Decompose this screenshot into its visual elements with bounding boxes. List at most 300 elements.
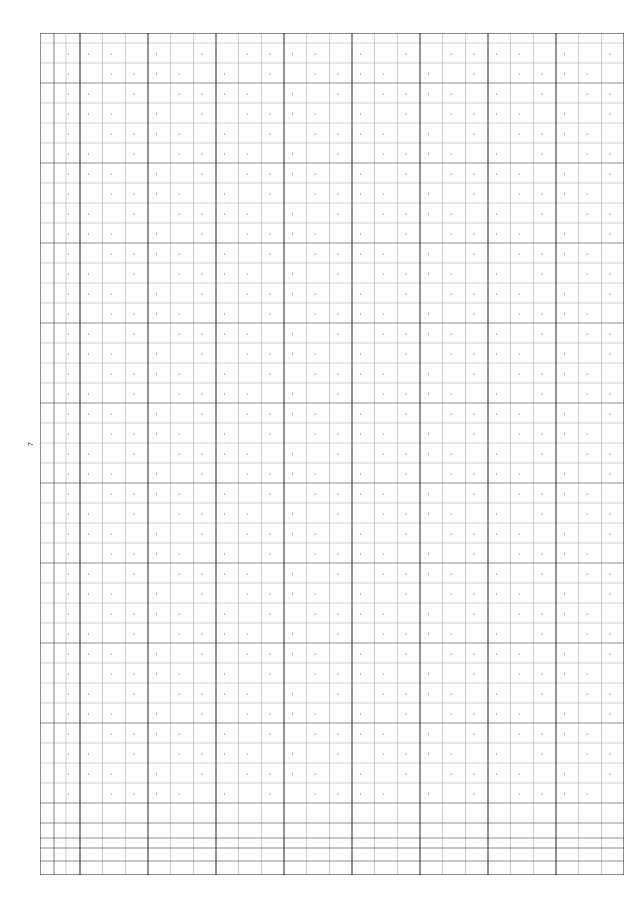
- cell-mark: ▪: [155, 372, 158, 376]
- cell-mark: ▪: [563, 672, 566, 676]
- cell-mark: ▪: [223, 732, 226, 736]
- cell-mark: ▪: [563, 312, 566, 316]
- cell-mark: ▪: [291, 712, 294, 716]
- header-mark: ▪: [68, 392, 70, 396]
- header-mark: ▪: [68, 492, 70, 496]
- cell-mark: ▪: [450, 452, 452, 456]
- cell-mark: ▪: [382, 692, 384, 696]
- cell-mark: ▪: [201, 692, 203, 696]
- cell-mark: ▪: [518, 52, 520, 56]
- cell-mark: ▪: [223, 252, 226, 256]
- cell-mark: ▪: [291, 472, 294, 476]
- cell-mark: ▪: [563, 352, 566, 356]
- cell-mark: ▪: [609, 412, 611, 416]
- cell-mark: ▪: [133, 452, 135, 456]
- cell-mark: ▪: [133, 72, 135, 76]
- cell-mark: ▪: [473, 612, 475, 616]
- cell-mark: ▪: [223, 692, 226, 696]
- cell-mark: ▪: [246, 172, 248, 176]
- cell-mark: ▪: [155, 252, 158, 256]
- cell-mark: ▪: [314, 772, 316, 776]
- cell-mark: ▪: [382, 72, 384, 76]
- cell-mark: ▪: [314, 492, 316, 496]
- cell-mark: ▪: [87, 532, 90, 536]
- cell-mark: ▪: [518, 672, 520, 676]
- cell-mark: ▪: [427, 192, 430, 196]
- cell-mark: ▪: [563, 652, 566, 656]
- cell-mark: ▪: [223, 92, 226, 96]
- header-mark: ▪: [68, 412, 70, 416]
- cell-mark: ▪: [541, 92, 543, 96]
- cell-mark: ▪: [87, 632, 90, 636]
- cell-mark: ▪: [337, 612, 339, 616]
- cell-mark: ▪: [155, 292, 158, 296]
- cell-mark: ▪: [427, 492, 430, 496]
- cell-mark: ▪: [563, 772, 566, 776]
- header-mark: ▪: [68, 612, 70, 616]
- cell-mark: ▪: [133, 612, 135, 616]
- cell-mark: ▪: [473, 412, 475, 416]
- cell-mark: ▪: [359, 532, 362, 536]
- cell-mark: ▪: [337, 272, 339, 276]
- cell-mark: ▪: [495, 452, 498, 456]
- cell-mark: ▪: [427, 512, 430, 516]
- cell-mark: ▪: [223, 72, 226, 76]
- cell-mark: ▪: [201, 232, 203, 236]
- cell-mark: ▪: [246, 392, 248, 396]
- cell-mark: ▪: [359, 552, 362, 556]
- cell-mark: ▪: [201, 512, 203, 516]
- cell-mark: ▪: [382, 512, 384, 516]
- cell-mark: ▪: [337, 572, 339, 576]
- cell-mark: ▪: [269, 72, 271, 76]
- header-mark: ▪: [68, 232, 70, 236]
- cell-mark: ▪: [518, 72, 520, 76]
- cell-mark: ▪: [609, 712, 611, 716]
- cell-mark: ▪: [495, 772, 498, 776]
- header-mark: ▪: [68, 432, 70, 436]
- cell-mark: ▪: [155, 672, 158, 676]
- cell-mark: ▪: [133, 192, 135, 196]
- cell-mark: ▪: [427, 612, 430, 616]
- cell-mark: ▪: [178, 372, 180, 376]
- cell-mark: ▪: [178, 452, 180, 456]
- header-mark: ▪: [68, 532, 70, 536]
- cell-mark: ▪: [291, 352, 294, 356]
- cell-mark: ▪: [359, 612, 362, 616]
- cell-mark: ▪: [201, 332, 203, 336]
- cell-mark: ▪: [246, 752, 248, 756]
- cell-mark: ▪: [382, 272, 384, 276]
- cell-mark: ▪: [473, 552, 475, 556]
- cell-mark: ▪: [541, 752, 543, 756]
- cell-mark: ▪: [563, 192, 566, 196]
- cell-mark: ▪: [291, 152, 294, 156]
- cell-mark: ▪: [291, 232, 294, 236]
- cell-mark: ▪: [382, 672, 384, 676]
- cell-mark: ▪: [337, 672, 339, 676]
- cell-mark: ▪: [246, 112, 248, 116]
- cell-mark: ▪: [495, 592, 498, 596]
- cell-mark: ▪: [87, 52, 90, 56]
- cell-mark: ▪: [178, 92, 180, 96]
- cell-mark: ▪: [337, 492, 339, 496]
- cell-mark: ▪: [133, 732, 135, 736]
- cell-mark: ▪: [563, 532, 566, 536]
- cell-mark: ▪: [314, 432, 316, 436]
- header-mark: ▪: [68, 152, 70, 156]
- cell-mark: ▪: [269, 192, 271, 196]
- cell-mark: ▪: [110, 412, 112, 416]
- cell-mark: ▪: [427, 92, 430, 96]
- cell-mark: ▪: [291, 532, 294, 536]
- cell-mark: ▪: [337, 552, 339, 556]
- cell-mark: ▪: [155, 412, 158, 416]
- cell-mark: ▪: [405, 52, 407, 56]
- cell-mark: ▪: [518, 552, 520, 556]
- cell-mark: ▪: [87, 112, 90, 116]
- cell-mark: ▪: [405, 592, 407, 596]
- cell-mark: ▪: [473, 492, 475, 496]
- cell-mark: ▪: [87, 232, 90, 236]
- header-mark: ▪: [68, 212, 70, 216]
- cell-mark: ▪: [178, 252, 180, 256]
- cell-mark: ▪: [586, 492, 588, 496]
- cell-mark: ▪: [382, 392, 384, 396]
- cell-mark: ▪: [337, 332, 339, 336]
- cell-mark: ▪: [269, 492, 271, 496]
- cell-mark: ▪: [269, 772, 271, 776]
- cell-mark: ▪: [541, 792, 543, 796]
- header-mark: ▪: [68, 292, 70, 296]
- cell-mark: ▪: [314, 132, 316, 136]
- cell-mark: ▪: [359, 72, 362, 76]
- cell-mark: ▪: [473, 432, 475, 436]
- cell-mark: ▪: [495, 652, 498, 656]
- cell-mark: ▪: [359, 792, 362, 796]
- cell-mark: ▪: [563, 552, 566, 556]
- cell-mark: ▪: [382, 732, 384, 736]
- cell-mark: ▪: [382, 132, 384, 136]
- cell-mark: ▪: [473, 592, 475, 596]
- cell-mark: ▪: [223, 752, 226, 756]
- cell-mark: ▪: [586, 272, 588, 276]
- cell-mark: ▪: [110, 312, 112, 316]
- cell-mark: ▪: [201, 652, 203, 656]
- cell-mark: ▪: [359, 192, 362, 196]
- cell-mark: ▪: [201, 772, 203, 776]
- cell-mark: ▪: [427, 752, 430, 756]
- cell-mark: ▪: [87, 332, 90, 336]
- cell-mark: ▪: [450, 532, 452, 536]
- cell-mark: ▪: [609, 392, 611, 396]
- cell-mark: ▪: [337, 212, 339, 216]
- cell-mark: ▪: [382, 372, 384, 376]
- cell-mark: ▪: [223, 432, 226, 436]
- cell-mark: ▪: [427, 72, 430, 76]
- cell-mark: ▪: [269, 732, 271, 736]
- cell-mark: ▪: [586, 192, 588, 196]
- cell-mark: ▪: [87, 412, 90, 416]
- cell-mark: ▪: [473, 52, 475, 56]
- cell-mark: ▪: [518, 652, 520, 656]
- cell-mark: ▪: [110, 372, 112, 376]
- cell-mark: ▪: [450, 112, 452, 116]
- cell-mark: ▪: [405, 292, 407, 296]
- cell-mark: ▪: [586, 252, 588, 256]
- cell-mark: ▪: [609, 272, 611, 276]
- cell-mark: ▪: [359, 432, 362, 436]
- cell-mark: ▪: [314, 652, 316, 656]
- cell-mark: ▪: [609, 652, 611, 656]
- cell-mark: ▪: [246, 652, 248, 656]
- cell-mark: ▪: [110, 712, 112, 716]
- cell-mark: ▪: [223, 312, 226, 316]
- cell-mark: ▪: [450, 772, 452, 776]
- cell-mark: ▪: [269, 712, 271, 716]
- cell-mark: ▪: [541, 152, 543, 156]
- cell-mark: ▪: [337, 732, 339, 736]
- cell-mark: ▪: [269, 472, 271, 476]
- cell-mark: ▪: [518, 732, 520, 736]
- cell-mark: ▪: [541, 312, 543, 316]
- cell-mark: ▪: [586, 152, 588, 156]
- cell-mark: ▪: [291, 92, 294, 96]
- cell-mark: ▪: [563, 52, 566, 56]
- cell-mark: ▪: [178, 632, 180, 636]
- cell-mark: ▪: [314, 592, 316, 596]
- cell-mark: ▪: [337, 72, 339, 76]
- cell-mark: ▪: [314, 532, 316, 536]
- cell-mark: ▪: [133, 752, 135, 756]
- cell-mark: ▪: [473, 712, 475, 716]
- cell-mark: ▪: [586, 212, 588, 216]
- cell-mark: ▪: [518, 592, 520, 596]
- cell-mark: ▪: [518, 232, 520, 236]
- cell-mark: ▪: [291, 412, 294, 416]
- cell-mark: ▪: [359, 412, 362, 416]
- header-mark: ▪: [68, 772, 70, 776]
- cell-mark: ▪: [110, 292, 112, 296]
- header-mark: ▪: [68, 732, 70, 736]
- cell-mark: ▪: [155, 792, 158, 796]
- cell-mark: ▪: [518, 112, 520, 116]
- cell-mark: ▪: [563, 612, 566, 616]
- cell-mark: ▪: [563, 432, 566, 436]
- cell-mark: ▪: [110, 732, 112, 736]
- cell-mark: ▪: [563, 172, 566, 176]
- cell-mark: ▪: [269, 252, 271, 256]
- cell-mark: ▪: [609, 352, 611, 356]
- cell-mark: ▪: [609, 592, 611, 596]
- cell-mark: ▪: [450, 272, 452, 276]
- cell-mark: ▪: [337, 132, 339, 136]
- cell-mark: ▪: [223, 792, 226, 796]
- cell-mark: ▪: [563, 792, 566, 796]
- cell-mark: ▪: [359, 52, 362, 56]
- cell-mark: ▪: [201, 112, 203, 116]
- cell-mark: ▪: [359, 372, 362, 376]
- cell-mark: ▪: [269, 112, 271, 116]
- cell-mark: ▪: [359, 492, 362, 496]
- cell-mark: ▪: [223, 152, 226, 156]
- cell-mark: ▪: [427, 252, 430, 256]
- cell-mark: ▪: [382, 752, 384, 756]
- cell-mark: ▪: [450, 92, 452, 96]
- cell-mark: ▪: [359, 112, 362, 116]
- cell-mark: ▪: [314, 412, 316, 416]
- cell-mark: ▪: [201, 632, 203, 636]
- cell-mark: ▪: [223, 612, 226, 616]
- cell-mark: ▪: [427, 212, 430, 216]
- cell-mark: ▪: [609, 112, 611, 116]
- header-mark: ▪: [68, 712, 70, 716]
- cell-mark: ▪: [291, 592, 294, 596]
- cell-mark: ▪: [586, 432, 588, 436]
- cell-mark: ▪: [609, 472, 611, 476]
- cell-mark: ▪: [110, 792, 112, 796]
- cell-mark: ▪: [541, 632, 543, 636]
- cell-mark: ▪: [495, 172, 498, 176]
- cell-mark: ▪: [337, 392, 339, 396]
- cell-mark: ▪: [223, 552, 226, 556]
- cell-mark: ▪: [541, 452, 543, 456]
- cell-mark: ▪: [87, 592, 90, 596]
- cell-mark: ▪: [541, 72, 543, 76]
- cell-mark: ▪: [201, 712, 203, 716]
- cell-mark: ▪: [178, 492, 180, 496]
- cell-mark: ▪: [201, 172, 203, 176]
- cell-mark: ▪: [405, 472, 407, 476]
- cell-mark: ▪: [541, 132, 543, 136]
- cell-mark: ▪: [541, 552, 543, 556]
- cell-mark: ▪: [337, 432, 339, 436]
- cell-mark: ▪: [359, 132, 362, 136]
- cell-mark: ▪: [155, 612, 158, 616]
- cell-mark: ▪: [405, 172, 407, 176]
- cell-mark: ▪: [586, 752, 588, 756]
- cell-mark: ▪: [450, 332, 452, 336]
- cell-mark: ▪: [110, 352, 112, 356]
- cell-mark: ▪: [223, 212, 226, 216]
- cell-mark: ▪: [405, 232, 407, 236]
- cell-mark: ▪: [450, 752, 452, 756]
- cell-mark: ▪: [337, 752, 339, 756]
- table-grid: [40, 33, 624, 875]
- cell-mark: ▪: [155, 772, 158, 776]
- cell-mark: ▪: [178, 672, 180, 676]
- cell-mark: ▪: [405, 632, 407, 636]
- cell-mark: ▪: [609, 452, 611, 456]
- cell-mark: ▪: [563, 372, 566, 376]
- cell-mark: ▪: [87, 172, 90, 176]
- cell-mark: ▪: [269, 412, 271, 416]
- cell-mark: ▪: [541, 612, 543, 616]
- cell-mark: ▪: [314, 312, 316, 316]
- cell-mark: ▪: [473, 192, 475, 196]
- cell-mark: ▪: [337, 192, 339, 196]
- cell-mark: ▪: [382, 552, 384, 556]
- cell-mark: ▪: [223, 632, 226, 636]
- cell-mark: ▪: [541, 492, 543, 496]
- cell-mark: ▪: [178, 392, 180, 396]
- cell-mark: ▪: [359, 172, 362, 176]
- cell-mark: ▪: [405, 452, 407, 456]
- cell-mark: ▪: [586, 72, 588, 76]
- cell-mark: ▪: [609, 632, 611, 636]
- cell-mark: ▪: [133, 392, 135, 396]
- header-mark: ▪: [68, 52, 70, 56]
- cell-mark: ▪: [609, 512, 611, 516]
- cell-mark: ▪: [87, 452, 90, 456]
- cell-mark: ▪: [133, 632, 135, 636]
- cell-mark: ▪: [609, 532, 611, 536]
- cell-mark: ▪: [223, 192, 226, 196]
- cell-mark: ▪: [586, 512, 588, 516]
- cell-mark: ▪: [405, 752, 407, 756]
- cell-mark: ▪: [405, 332, 407, 336]
- header-mark: ▪: [68, 592, 70, 596]
- cell-mark: ▪: [178, 132, 180, 136]
- cell-mark: ▪: [427, 672, 430, 676]
- cell-mark: ▪: [518, 772, 520, 776]
- cell-mark: ▪: [269, 292, 271, 296]
- cell-mark: ▪: [495, 112, 498, 116]
- cell-mark: ▪: [405, 652, 407, 656]
- cell-mark: ▪: [518, 492, 520, 496]
- cell-mark: ▪: [450, 152, 452, 156]
- cell-mark: ▪: [269, 132, 271, 136]
- cell-mark: ▪: [495, 152, 498, 156]
- cell-mark: ▪: [110, 252, 112, 256]
- cell-mark: ▪: [223, 332, 226, 336]
- cell-mark: ▪: [586, 372, 588, 376]
- cell-mark: ▪: [314, 72, 316, 76]
- cell-mark: ▪: [473, 772, 475, 776]
- cell-mark: ▪: [541, 252, 543, 256]
- cell-mark: ▪: [110, 72, 112, 76]
- header-mark: ▪: [68, 672, 70, 676]
- cell-mark: ▪: [450, 412, 452, 416]
- cell-mark: ▪: [473, 732, 475, 736]
- cell-mark: ▪: [563, 592, 566, 596]
- cell-mark: ▪: [291, 512, 294, 516]
- cell-mark: ▪: [110, 232, 112, 236]
- cell-mark: ▪: [609, 172, 611, 176]
- cell-mark: ▪: [178, 552, 180, 556]
- cell-mark: ▪: [495, 232, 498, 236]
- cell-mark: ▪: [291, 652, 294, 656]
- cell-mark: ▪: [201, 212, 203, 216]
- cell-mark: ▪: [337, 372, 339, 376]
- cell-mark: ▪: [201, 452, 203, 456]
- cell-mark: ▪: [382, 612, 384, 616]
- cell-mark: ▪: [382, 572, 384, 576]
- cell-mark: ▪: [541, 432, 543, 436]
- cell-mark: ▪: [133, 692, 135, 696]
- cell-mark: ▪: [201, 52, 203, 56]
- cell-mark: ▪: [586, 672, 588, 676]
- cell-mark: ▪: [609, 232, 611, 236]
- cell-mark: ▪: [269, 592, 271, 596]
- cell-mark: ▪: [541, 372, 543, 376]
- cell-mark: ▪: [291, 332, 294, 336]
- cell-mark: ▪: [269, 672, 271, 676]
- cell-mark: ▪: [223, 392, 226, 396]
- cell-mark: ▪: [110, 432, 112, 436]
- cell-mark: ▪: [337, 632, 339, 636]
- cell-mark: ▪: [427, 392, 430, 396]
